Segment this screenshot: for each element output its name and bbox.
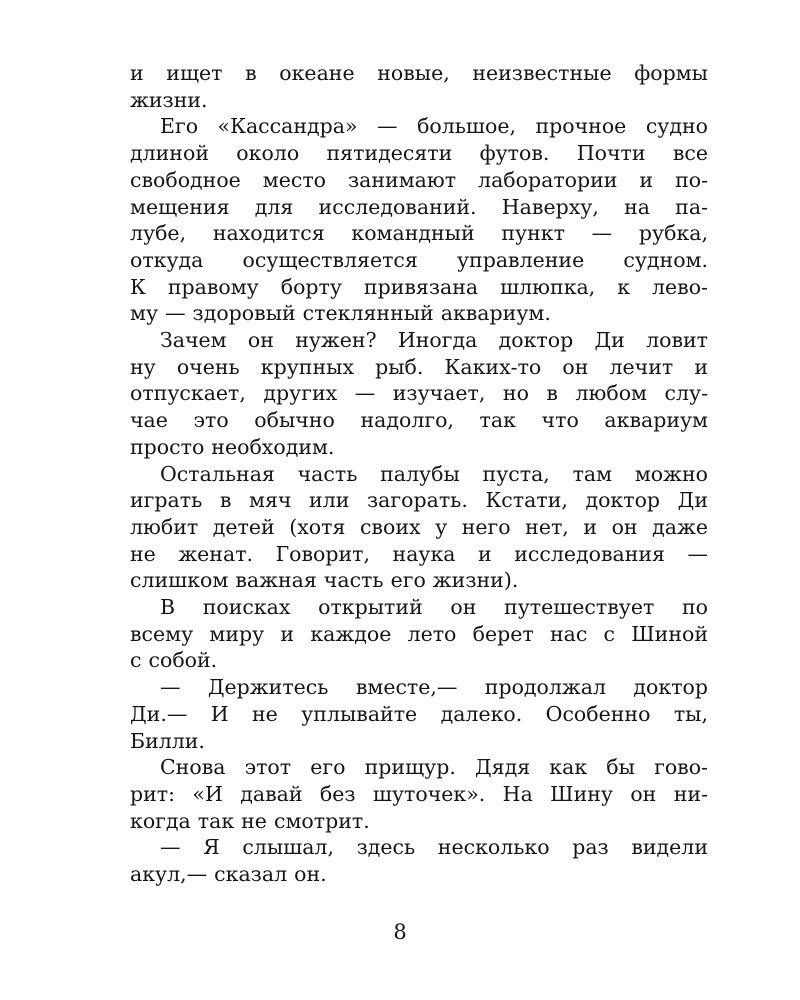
text-line: акул,— сказал он.	[130, 862, 327, 887]
text-line: му — здоровый стеклянный аквариум.	[130, 301, 551, 326]
text-line: любит детей (хотя своих у него нет, и он даже	[130, 514, 708, 539]
text-line: просто необходим.	[130, 434, 335, 459]
paragraph	[130, 327, 708, 461]
paragraph	[130, 594, 708, 674]
paragraph	[130, 461, 708, 595]
text-line: откуда осуществляется управление судном.	[130, 247, 708, 272]
paragraph	[130, 674, 708, 754]
text-line: ну очень крупных рыб. Каких-то он лечит и	[130, 354, 708, 379]
text-line: Остальная часть палубы пуста, там можно	[160, 461, 708, 486]
text-line: Зачем он нужен? Иногда доктор Ди ловит	[160, 328, 708, 353]
text-line: и ищет в океане новые, неизвестные формы	[130, 61, 708, 85]
text-line: слишком важная часть его жизни).	[130, 568, 519, 593]
text-line: свободное место занимают лаборатории и по-	[130, 167, 708, 192]
text-line: длиной около пятидесяти футов. Почти все	[130, 141, 708, 166]
paragraph	[130, 113, 708, 327]
text-line: мещения для исследований. Наверху, на па-	[130, 194, 708, 219]
text-line: Снова этот его прищур. Дядя как бы гово-	[160, 755, 708, 780]
text-line: Его «Кассандра» — большое, прочное судно	[160, 114, 708, 139]
paragraph	[130, 754, 708, 834]
text-line: играть в мяч или загорать. Кстати, доктор Ди	[130, 488, 708, 513]
text-line: с собой.	[130, 648, 218, 673]
text-line: — Держитесь вместе,— продолжал доктор	[160, 675, 708, 700]
text-line: чае это обычно надолго, так что аквариум	[130, 408, 708, 433]
text-line: Ди.— И не уплывайте далеко. Особенно ты,	[130, 701, 708, 726]
text-line: жизни.	[130, 87, 208, 112]
text-line: всему миру и каждое лето берет нас с Шиной	[130, 621, 708, 646]
page-number: 8	[393, 920, 407, 944]
body-text	[130, 60, 708, 888]
paragraph	[130, 834, 708, 887]
text-line: рит: «И давай без шуточек». На Шину он ни-	[130, 781, 708, 806]
text-line: лубе, находится командный пункт — рубка,	[130, 221, 708, 246]
text-line: когда так не смотрит.	[130, 808, 370, 833]
text-line: не женат. Говорит, наука и исследования —	[130, 541, 708, 566]
text-line: отпускает, других — изучает, но в любом слу-	[130, 381, 708, 406]
paragraph	[130, 60, 708, 113]
book-page	[130, 60, 708, 888]
text-line: — Я слышал, здесь несколько раз видели	[160, 835, 708, 860]
text-line: Билли.	[130, 728, 205, 753]
text-line: В поисках открытий он путешествует по	[160, 595, 708, 620]
text-line: К правому борту привязана шлюпка, к лево-	[130, 274, 708, 299]
